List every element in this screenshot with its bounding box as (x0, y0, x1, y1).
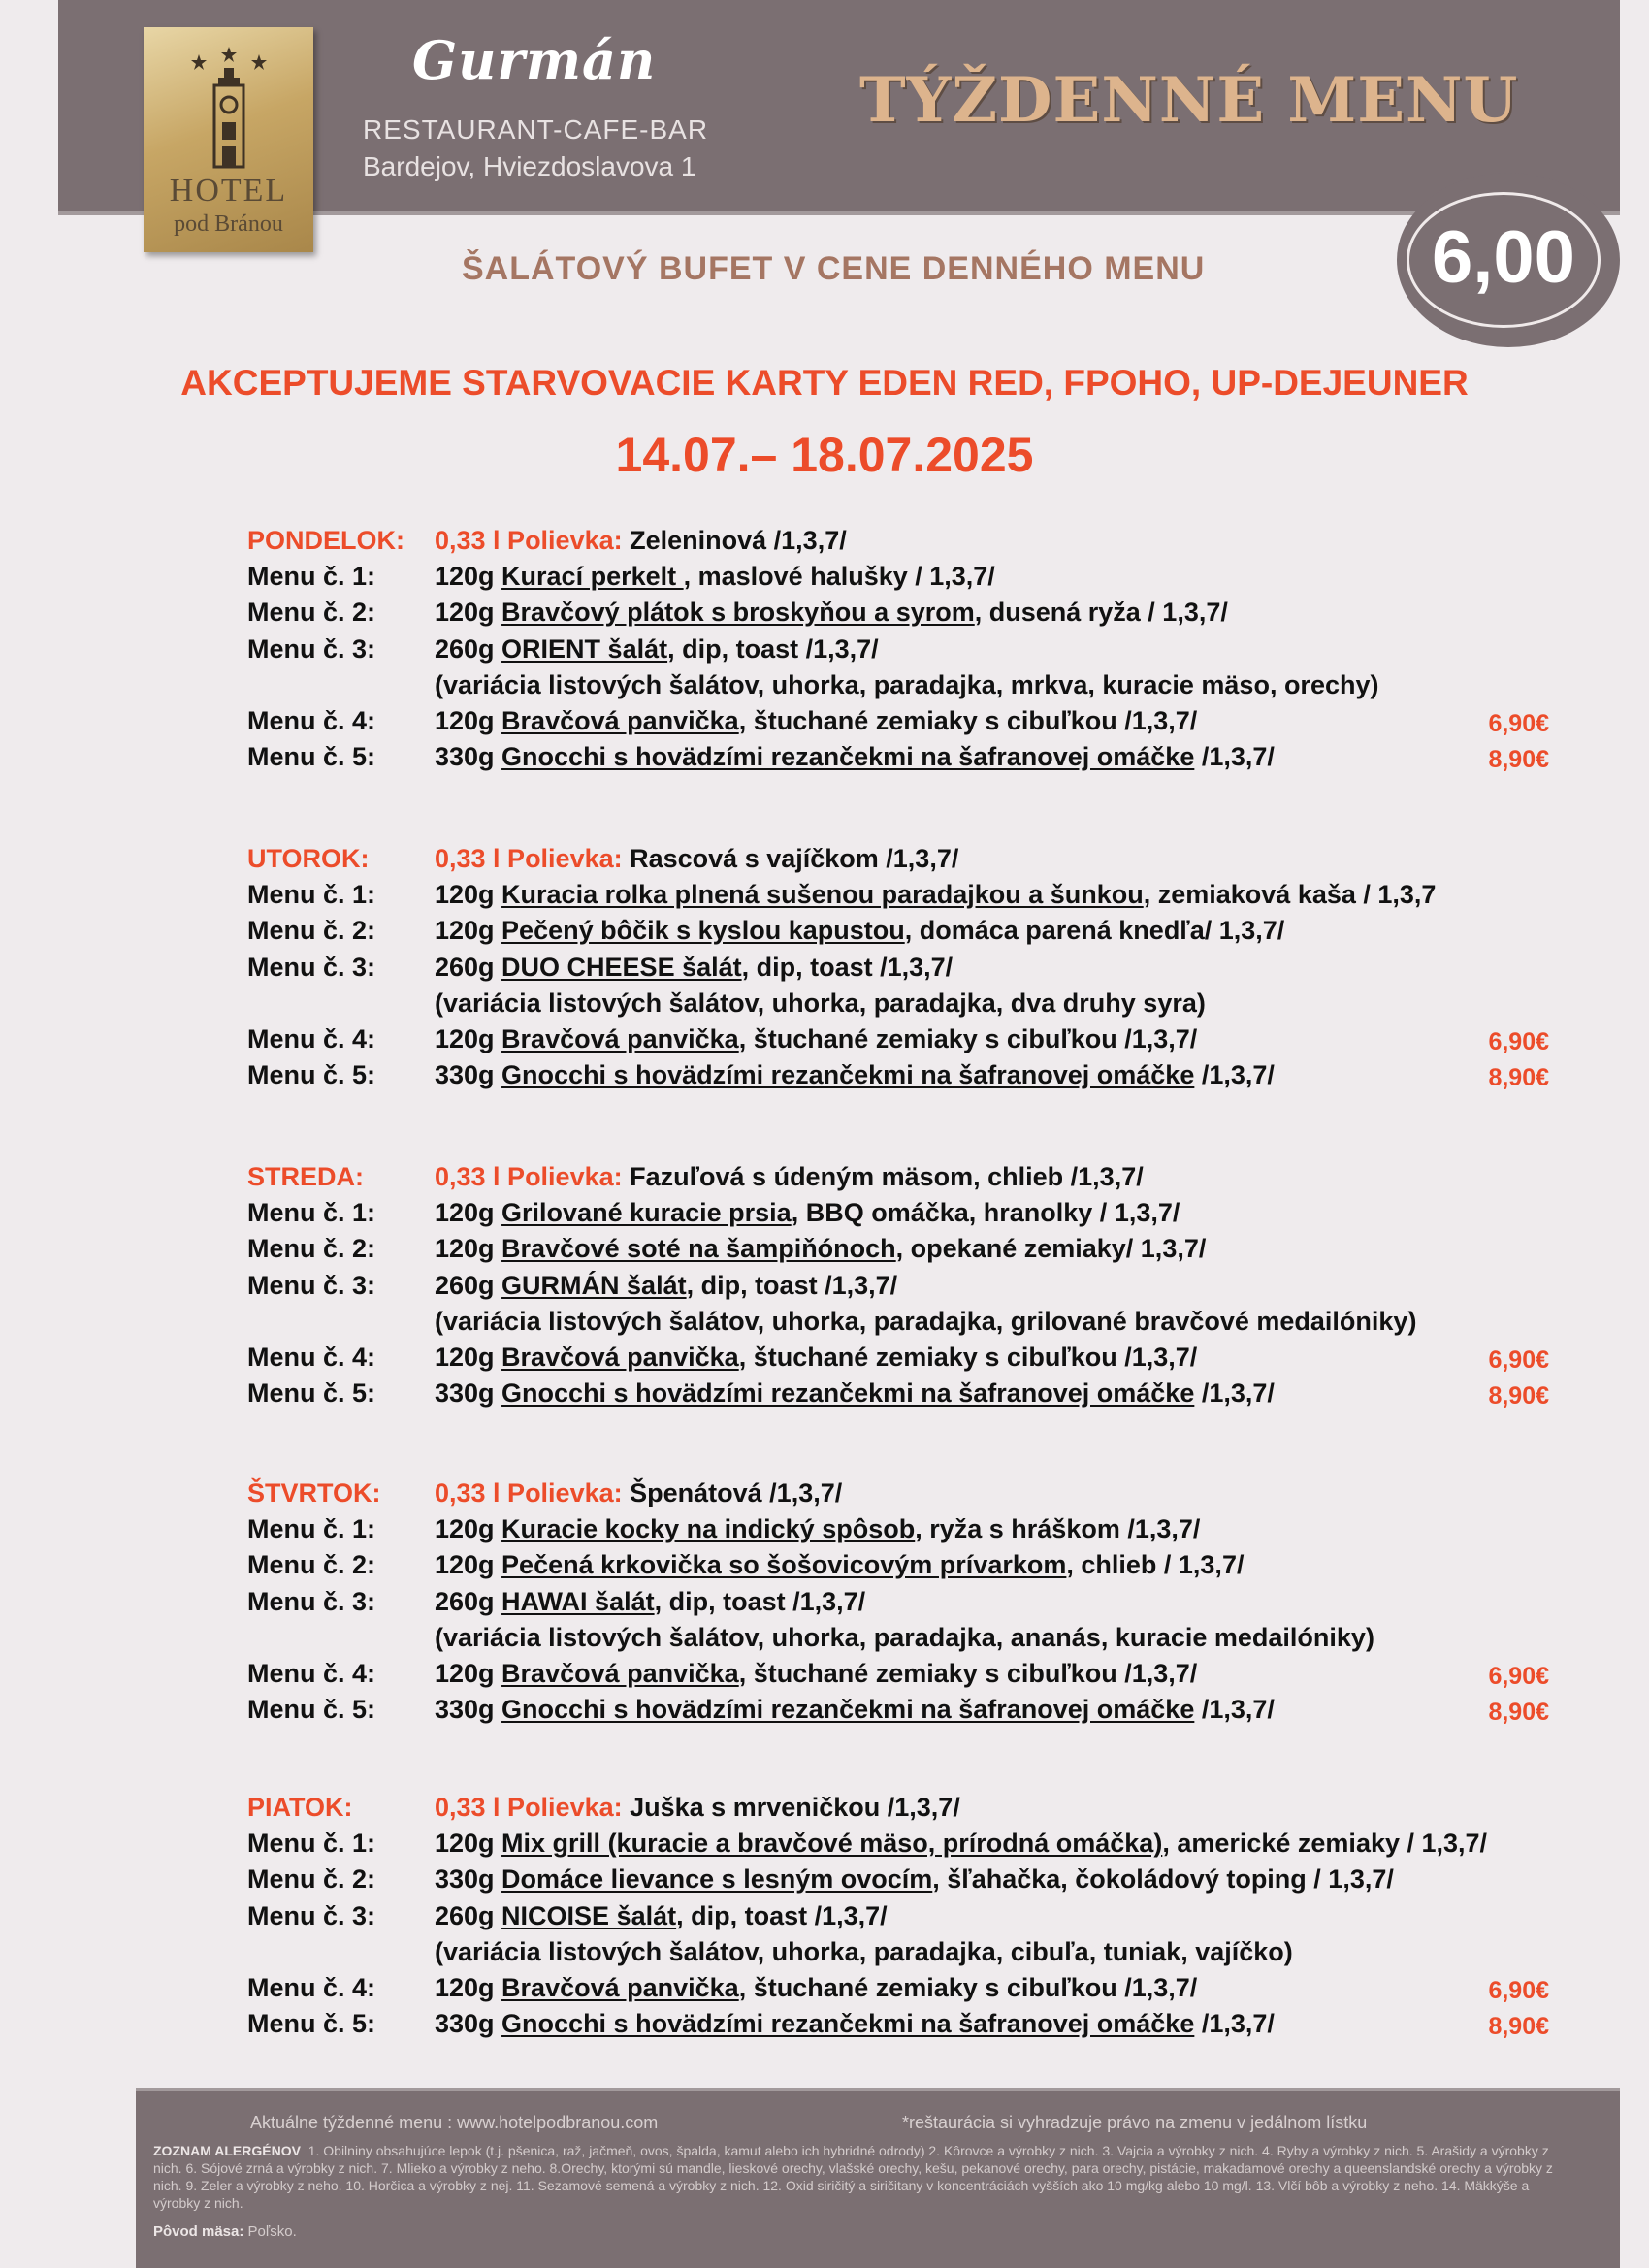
menu-description (435, 1901, 888, 1931)
menu-item-row (0, 916, 1649, 951)
menu-item-row (0, 1937, 1649, 1972)
menu-suffix: , domáca parená knedľa/ 1,3,7/ (904, 916, 1285, 945)
menu-item-row (0, 1659, 1649, 1694)
menu-item-row (0, 953, 1649, 988)
item-price: 8,90€ (1488, 2013, 1549, 2040)
menu-prefix: 330g (435, 1695, 502, 1724)
dish-name: GURMÁN šalát (501, 1271, 687, 1300)
menu-prefix: 120g (435, 1514, 502, 1543)
soup-label: 0,33 l Polievka: (435, 526, 623, 555)
menu-item-row (0, 1024, 1649, 1059)
menu-description (435, 1937, 1293, 1967)
menu-number: Menu č. 4: (247, 1659, 376, 1688)
menu-prefix: 330g (435, 1864, 502, 1894)
menu-item-row (0, 1378, 1649, 1413)
dish-name: Grilované kuracie prsia (501, 1198, 792, 1227)
menu-description (435, 1307, 1416, 1337)
menu-description (435, 1024, 1197, 1054)
dish-name: Gnocchi s hovädzími rezančekmi na šafranovej omáčke (501, 2009, 1195, 2038)
menu-item-row (0, 670, 1649, 705)
menu-description (435, 1829, 1487, 1859)
dish-name: Bravčová panvička (501, 706, 739, 735)
soup-name: Juška s mrveničkou /1,3,7/ (622, 1793, 960, 1822)
menu-suffix: /1,3,7/ (1194, 2009, 1275, 2038)
menu-item-row (0, 1864, 1649, 1899)
item-price: 8,90€ (1488, 1064, 1549, 1091)
menu-description (435, 1550, 1244, 1580)
soup-text (435, 1793, 960, 1823)
item-price: 6,90€ (1488, 710, 1549, 737)
soup-label: 0,33 l Polievka: (435, 1793, 623, 1822)
menu-item-row (0, 634, 1649, 669)
menu-suffix: , šľahačka, čokoládový toping / 1,3,7/ (932, 1864, 1394, 1894)
menu-item-row (0, 1343, 1649, 1377)
day-row (0, 526, 1649, 561)
day-label: STREDA: (247, 1162, 364, 1191)
menu-suffix: , štuchané zemiaky s cibuľkou /1,3,7/ (738, 1024, 1198, 1053)
page-title: TÝŽDENNÉ MENU (859, 64, 1519, 137)
dish-name: Kurací perkelt (501, 562, 684, 591)
menu-suffix: , štuchané zemiaky s cibuľkou /1,3,7/ (738, 706, 1198, 735)
tower-icon (187, 45, 271, 171)
restaurant-address: Bardejov, Hviezdoslavova 1 (363, 151, 696, 181)
menu-number: Menu č. 4: (247, 1024, 376, 1053)
menu-item-row (0, 706, 1649, 741)
logo-subtitle: pod Bránou (174, 211, 283, 237)
dish-name: Pečený bôčik s kyslou kapustou (501, 916, 905, 945)
soup-text (435, 844, 958, 874)
item-price: 6,90€ (1488, 1028, 1549, 1055)
menu-prefix: (variácia listových šalátov, uhorka, paradajka, dva druhy syra) (435, 988, 1206, 1018)
menu-prefix: 120g (435, 1550, 502, 1579)
dish-name: ORIENT šalát (501, 634, 668, 664)
menu-prefix: 260g (435, 1901, 502, 1930)
dish-name: Pečená krkovička so šošovicovým prívarkom (501, 1550, 1067, 1579)
menu-number: Menu č. 2: (247, 916, 376, 945)
menu-prefix: 260g (435, 1587, 502, 1616)
menu-suffix: , BBQ omáčka, hranolky / 1,3,7/ (791, 1198, 1180, 1227)
menu-item-row (0, 1271, 1649, 1306)
menu-suffix: , dip, toast /1,3,7/ (686, 1271, 898, 1300)
menu-description (435, 670, 1378, 700)
meat-origin-label: Pôvod mäsa: (153, 2223, 244, 2240)
menu-description (435, 953, 953, 983)
menu-suffix: , štuchané zemiaky s cibuľkou /1,3,7/ (738, 1343, 1198, 1372)
menu-prefix: (variácia listových šalátov, uhorka, paradajka, ananás, kuracie medailóniky) (435, 1623, 1374, 1652)
meat-origin-value: Poľsko. (243, 2223, 297, 2240)
restaurant-type: RESTAURANT-CAFE-BAR (363, 114, 709, 145)
menu-description (435, 880, 1436, 910)
buffet-notice: ŠALÁTOVÝ BUFET V CENE DENNÉHO MENU (462, 250, 1206, 287)
menu-prefix: 330g (435, 1378, 502, 1408)
menu-item-row (0, 1198, 1649, 1233)
dish-name: Bravčová panvička (501, 1024, 739, 1053)
menu-price: 6,00 (1432, 216, 1575, 299)
menu-suffix: , opekané zemiaky/ 1,3,7/ (895, 1234, 1207, 1263)
hotel-logo (144, 27, 313, 252)
menu-number: Menu č. 3: (247, 634, 376, 664)
dish-name: Bravčový plátok s broskyňou a syrom (501, 598, 975, 627)
dish-name: Bravčové soté na šampiňónoch (501, 1234, 896, 1263)
menu-suffix: /1,3,7/ (1194, 1695, 1275, 1724)
menu-number: Menu č. 2: (247, 1550, 376, 1579)
dish-name: Kuracie kocky na indický spôsob (501, 1514, 916, 1543)
item-price: 8,90€ (1488, 1382, 1549, 1409)
logo-hotel-text: HOTEL (169, 173, 288, 209)
menu-description (435, 1343, 1197, 1373)
menu-suffix: , dusená ryža / 1,3,7/ (974, 598, 1228, 627)
menu-prefix: (variácia listových šalátov, uhorka, paradajka, cibuľa, tuniak, vajíčko) (435, 1937, 1293, 1966)
menu-prefix: 120g (435, 562, 502, 591)
menu-item-row (0, 2009, 1649, 2044)
meal-cards-notice: AKCEPTUJEME STARVOVACIE KARTY EDEN RED, FPOHO, UP-DEJEUNER (180, 363, 1469, 403)
menu-item-row (0, 1060, 1649, 1095)
menu-item-row (0, 598, 1649, 632)
dish-name: Gnocchi s hovädzími rezančekmi na šafranovej omáčke (501, 742, 1195, 771)
menu-number: Menu č. 5: (247, 742, 376, 771)
menu-description (435, 598, 1228, 628)
menu-number: Menu č. 5: (247, 1060, 376, 1089)
menu-prefix: 330g (435, 742, 502, 771)
item-price: 6,90€ (1488, 1977, 1549, 2004)
day-row (0, 1793, 1649, 1828)
menu-prefix: (variácia listových šalátov, uhorka, paradajka, mrkva, kuracie mäso, orechy) (435, 670, 1379, 699)
menu-number: Menu č. 2: (247, 1234, 376, 1263)
menu-prefix: 260g (435, 953, 502, 982)
menu-prefix: 120g (435, 706, 502, 735)
item-price: 8,90€ (1488, 746, 1549, 773)
soup-text (435, 526, 847, 556)
menu-item-row (0, 1829, 1649, 1863)
menu-number: Menu č. 2: (247, 598, 376, 627)
menu-item-row (0, 742, 1649, 777)
dish-name: Kuracia rolka plnená sušenou paradajkou a šunkou (501, 880, 1144, 909)
dish-name: HAWAI šalát (501, 1587, 655, 1616)
menu-item-row (0, 1695, 1649, 1730)
soup-name: Fazuľová s údeným mäsom, chlieb /1,3,7/ (622, 1162, 1144, 1191)
day-row (0, 1478, 1649, 1513)
menu-description (435, 1623, 1374, 1653)
menu-description (435, 1198, 1180, 1228)
footer-note: *reštaurácia si vyhradzuje právo na zmenu v jedálnom lístku (902, 2113, 1368, 2132)
menu-number: Menu č. 1: (247, 1514, 376, 1543)
item-price: 6,90€ (1488, 1346, 1549, 1374)
item-price: 6,90€ (1488, 1663, 1549, 1690)
menu-description (435, 706, 1197, 736)
menu-item-row (0, 1623, 1649, 1658)
menu-description (435, 1695, 1275, 1725)
menu-description (435, 1973, 1197, 2003)
menu-suffix: , zemiaková kaša / 1,3,7 (1143, 880, 1437, 909)
menu-suffix: , dip, toast /1,3,7/ (741, 953, 954, 982)
menu-prefix: 120g (435, 1198, 502, 1227)
meat-origin (153, 2223, 297, 2240)
menu-prefix: 120g (435, 1234, 502, 1263)
menu-description (435, 742, 1275, 772)
menu-item-row (0, 1550, 1649, 1585)
footer-website: Aktuálne týždenné menu : www.hotelpodbranou.com (250, 2113, 659, 2132)
menu-prefix: 120g (435, 880, 502, 909)
soup-name: Rascová s vajíčkom /1,3,7/ (622, 844, 959, 873)
soup-name: Špenátová /1,3,7/ (622, 1478, 843, 1507)
menu-description (435, 1060, 1275, 1090)
menu-prefix: 260g (435, 634, 502, 664)
dish-name: Bravčová panvička (501, 1973, 739, 2002)
menu-suffix: /1,3,7/ (1194, 1378, 1275, 1408)
dish-name: Gnocchi s hovädzími rezančekmi na šafranovej omáčke (501, 1060, 1195, 1089)
dish-name: Bravčová panvička (501, 1343, 739, 1372)
menu-description (435, 2009, 1275, 2039)
menu-item-row (0, 562, 1649, 597)
menu-number: Menu č. 2: (247, 1864, 376, 1894)
menu-suffix: /1,3,7/ (1194, 742, 1275, 771)
soup-label: 0,33 l Polievka: (435, 1162, 623, 1191)
menu-item-row (0, 880, 1649, 915)
day-row (0, 1162, 1649, 1197)
menu-number: Menu č. 4: (247, 1973, 376, 2002)
menu-item-row (0, 1587, 1649, 1622)
menu-suffix: , štuchané zemiaky s cibuľkou /1,3,7/ (738, 1973, 1198, 2002)
menu-description (435, 562, 995, 592)
menu-prefix: 330g (435, 2009, 502, 2038)
menu-number: Menu č. 1: (247, 1829, 376, 1858)
menu-description (435, 1234, 1206, 1264)
menu-number: Menu č. 5: (247, 1695, 376, 1724)
menu-number: Menu č. 1: (247, 1198, 376, 1227)
menu-suffix: , štuchané zemiaky s cibuľkou /1,3,7/ (738, 1659, 1198, 1688)
menu-suffix: , ryža s hráškom /1,3,7/ (915, 1514, 1201, 1543)
date-range: 14.07.– 18.07.2025 (615, 428, 1034, 482)
menu-number: Menu č. 3: (247, 1901, 376, 1930)
menu-number: Menu č. 5: (247, 1378, 376, 1408)
menu-number: Menu č. 3: (247, 1587, 376, 1616)
menu-item-row (0, 1901, 1649, 1936)
menu-number: Menu č. 1: (247, 562, 376, 591)
menu-prefix: 120g (435, 1343, 502, 1372)
day-label: PONDELOK: (247, 526, 404, 555)
dish-name: Gnocchi s hovädzími rezančekmi na šafranovej omáčke (501, 1378, 1195, 1408)
menu-suffix: , maslové halušky / 1,3,7/ (683, 562, 995, 591)
soup-label: 0,33 l Polievka: (435, 844, 623, 873)
menu-suffix: /1,3,7/ (1194, 1060, 1275, 1089)
allergen-title: ZOZNAM ALERGÉNOV (153, 2143, 301, 2158)
soup-label: 0,33 l Polievka: (435, 1478, 623, 1507)
soup-text (435, 1478, 842, 1508)
menu-description (435, 1587, 865, 1617)
menu-prefix: 120g (435, 1829, 502, 1858)
soup-name: Zeleninová /1,3,7/ (622, 526, 847, 555)
soup-text (435, 1162, 1144, 1192)
day-label: UTOROK: (247, 844, 370, 873)
menu-item-row (0, 1307, 1649, 1342)
menu-item-row (0, 988, 1649, 1023)
menu-item-row (0, 1973, 1649, 2008)
menu-suffix: , dip, toast /1,3,7/ (654, 1587, 866, 1616)
menu-prefix: (variácia listových šalátov, uhorka, paradajka, grilované bravčové medailóniky) (435, 1307, 1417, 1336)
menu-number: Menu č. 4: (247, 1343, 376, 1372)
menu-number: Menu č. 4: (247, 706, 376, 735)
dish-name: Gnocchi s hovädzími rezančekmi na šafranovej omáčke (501, 1695, 1195, 1724)
dish-name: NICOISE šalát (501, 1901, 677, 1930)
menu-description (435, 1659, 1197, 1689)
day-label: ŠTVRTOK: (247, 1478, 381, 1507)
menu-suffix: , americké zemiaky / 1,3,7/ (1162, 1829, 1488, 1858)
menu-suffix: , chlieb / 1,3,7/ (1066, 1550, 1245, 1579)
menu-number: Menu č. 1: (247, 880, 376, 909)
menu-number: Menu č. 3: (247, 953, 376, 982)
menu-item-row (0, 1514, 1649, 1549)
menu-prefix: 120g (435, 1659, 502, 1688)
menu-item-row (0, 1234, 1649, 1269)
menu-prefix: 120g (435, 1024, 502, 1053)
dish-name: Mix grill (kuracie a bravčové mäso, prírodná omáčka) (501, 1829, 1163, 1858)
menu-description (435, 916, 1284, 946)
day-label: PIATOK: (247, 1793, 353, 1822)
menu-number: Menu č. 3: (247, 1271, 376, 1300)
menu-prefix: 120g (435, 916, 502, 945)
menu-description (435, 1271, 897, 1301)
menu-description (435, 634, 879, 664)
menu-suffix: , dip, toast /1,3,7/ (676, 1901, 888, 1930)
item-price: 8,90€ (1488, 1699, 1549, 1726)
dish-name: DUO CHEESE šalát (501, 953, 742, 982)
menu-description (435, 1378, 1275, 1409)
allergen-list (153, 2142, 1569, 2212)
menu-prefix: 330g (435, 1060, 502, 1089)
allergen-text: 1. Obilniny obsahujúce lepok (t.j. pšenica, raž, jačmeň, ovos, špalda, kamut alebo ich hybridné odrody) 2. Kôrovce a výrobky z nich. 3. Vajcia a výrobky z nich. 4. Ryby a výrobky z nich. 5. Arašidy a výrobky z nich. 6. Sójové zrná a výrobky z nich. 7. Mlieko a výrobky z neho. 8.Orechy, ktorými sú mandle, lieskové orechy, vlašské orechy, kešu, pekanové orechy, para orechy, pistácie, makadamové orechy a queenslandské orechy a výrobky z nich. 9. Zeler a výrobky z neho. 10. Horčica a výrobky z nej. 11. Sezamové semená a výrobky z nich. 12. Oxid siričitý a siričitany v koncentráciách vyšších ako 10 mg/kg alebo 10 mg/l. 13. Vlčí bôb a výrobky z neho. 14. Mäkkýše a výrobky z nich. (153, 2143, 1553, 2211)
menu-prefix: 120g (435, 1973, 502, 2002)
dish-name: Domáce lievance s lesným ovocím (501, 1864, 933, 1894)
menu-description (435, 1514, 1200, 1544)
menu-number: Menu č. 5: (247, 2009, 376, 2038)
restaurant-name: Gurmán (412, 29, 657, 91)
dish-name: Bravčová panvička (501, 1659, 739, 1688)
menu-prefix: 120g (435, 598, 502, 627)
menu-description (435, 988, 1206, 1019)
menu-suffix: , dip, toast /1,3,7/ (667, 634, 879, 664)
menu-description (435, 1864, 1394, 1895)
menu-prefix: 260g (435, 1271, 502, 1300)
day-row (0, 844, 1649, 879)
